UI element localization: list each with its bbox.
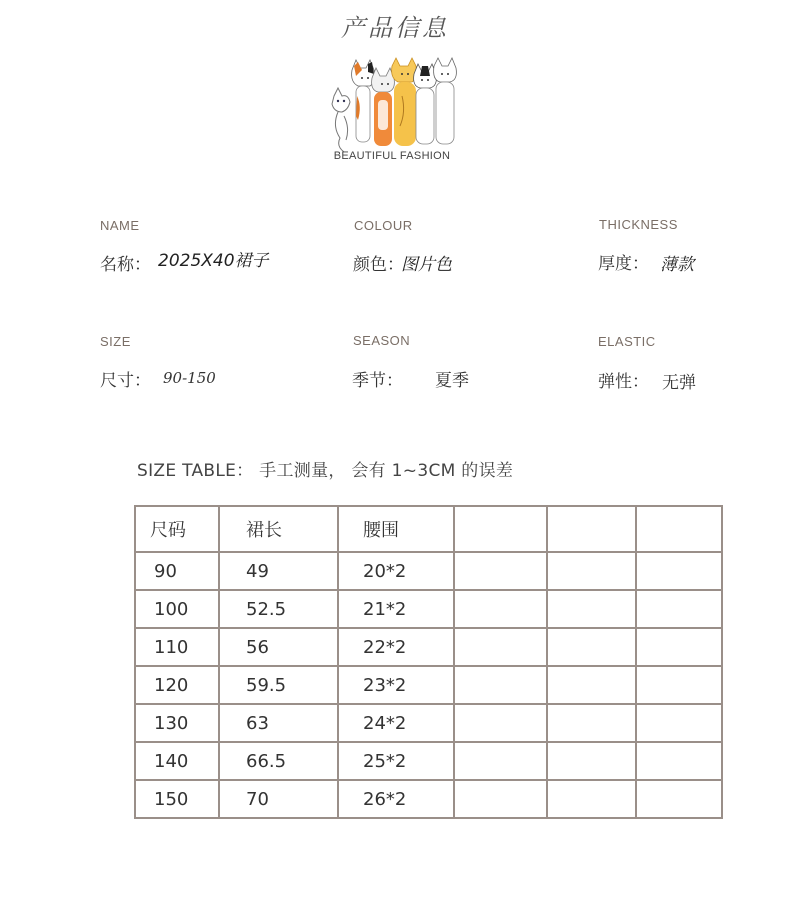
table-cell bbox=[454, 552, 547, 590]
table-cell: 150 bbox=[135, 780, 219, 818]
table-cell bbox=[547, 742, 636, 780]
name-value: 2025X40裙子 bbox=[158, 251, 269, 271]
colour-label-cn: 颜色： bbox=[353, 255, 404, 275]
table-row bbox=[135, 780, 722, 818]
page-title: 产品信息 bbox=[341, 14, 449, 42]
table-header-row bbox=[135, 506, 722, 552]
table-header-cell: 裙长 bbox=[219, 506, 338, 552]
table-row bbox=[135, 704, 722, 742]
table-cell: 20*2 bbox=[338, 552, 454, 590]
table-cell bbox=[636, 742, 722, 780]
table-row bbox=[135, 628, 722, 666]
table-cell bbox=[636, 552, 722, 590]
table-cell bbox=[454, 628, 547, 666]
size-label-cn: 尺寸： bbox=[100, 371, 151, 391]
table-row bbox=[135, 590, 722, 628]
size-table-title: SIZE TABLE： 手工测量， 会有 1~3CM 的误差 bbox=[137, 461, 514, 481]
table-cell bbox=[636, 666, 722, 704]
table-header-cell bbox=[636, 506, 722, 552]
table-cell bbox=[636, 704, 722, 742]
table-cell bbox=[636, 628, 722, 666]
season-value: 夏季 bbox=[435, 371, 469, 391]
thickness-label-en: THICKNESS bbox=[599, 217, 678, 232]
size-label-en: SIZE bbox=[100, 334, 131, 349]
table-header-cell bbox=[454, 506, 547, 552]
table-row bbox=[135, 666, 722, 704]
name-label-cn: 名称： bbox=[100, 255, 151, 275]
colour-value: 图片色 bbox=[401, 255, 452, 275]
size-table bbox=[134, 505, 723, 819]
size-value: 90-150 bbox=[163, 369, 216, 387]
table-cell: 52.5 bbox=[219, 590, 338, 628]
table-cell bbox=[454, 780, 547, 818]
table-cell: 140 bbox=[135, 742, 219, 780]
table-cell bbox=[454, 742, 547, 780]
table-cell: 70 bbox=[219, 780, 338, 818]
table-cell: 100 bbox=[135, 590, 219, 628]
table-cell bbox=[547, 628, 636, 666]
table-cell: 130 bbox=[135, 704, 219, 742]
elastic-value: 无弹 bbox=[662, 373, 696, 393]
table-cell: 24*2 bbox=[338, 704, 454, 742]
season-label-cn: 季节： bbox=[352, 371, 403, 391]
table-cell: 26*2 bbox=[338, 780, 454, 818]
table-cell bbox=[547, 780, 636, 818]
elastic-label-en: ELASTIC bbox=[598, 334, 656, 349]
table-cell: 66.5 bbox=[219, 742, 338, 780]
table-cell: 56 bbox=[219, 628, 338, 666]
table-row bbox=[135, 552, 722, 590]
table-cell: 120 bbox=[135, 666, 219, 704]
table-cell bbox=[547, 552, 636, 590]
table-cell bbox=[636, 780, 722, 818]
table-header-cell: 尺码 bbox=[135, 506, 219, 552]
table-row bbox=[135, 742, 722, 780]
season-label-en: SEASON bbox=[353, 333, 411, 348]
elastic-label-cn: 弹性： bbox=[598, 372, 649, 392]
colour-label-en: COLOUR bbox=[354, 218, 413, 233]
table-cell bbox=[547, 704, 636, 742]
table-header-cell bbox=[547, 506, 636, 552]
table-cell: 90 bbox=[135, 552, 219, 590]
table-cell bbox=[547, 666, 636, 704]
logo-caption: BEAUTIFUL FASHION bbox=[333, 150, 451, 162]
table-cell bbox=[636, 590, 722, 628]
thickness-value: 薄款 bbox=[660, 255, 694, 275]
table-cell bbox=[454, 590, 547, 628]
table-cell: 25*2 bbox=[338, 742, 454, 780]
table-cell bbox=[547, 590, 636, 628]
table-cell: 21*2 bbox=[338, 590, 454, 628]
table-header-cell: 腰围 bbox=[338, 506, 454, 552]
table-cell bbox=[454, 704, 547, 742]
table-cell: 23*2 bbox=[338, 666, 454, 704]
table-cell: 22*2 bbox=[338, 628, 454, 666]
table-cell bbox=[454, 666, 547, 704]
table-cell: 49 bbox=[219, 552, 338, 590]
name-label-en: NAME bbox=[100, 218, 140, 233]
table-cell: 63 bbox=[219, 704, 338, 742]
table-cell: 110 bbox=[135, 628, 219, 666]
table-cell: 59.5 bbox=[219, 666, 338, 704]
thickness-label-cn: 厚度： bbox=[598, 254, 649, 274]
